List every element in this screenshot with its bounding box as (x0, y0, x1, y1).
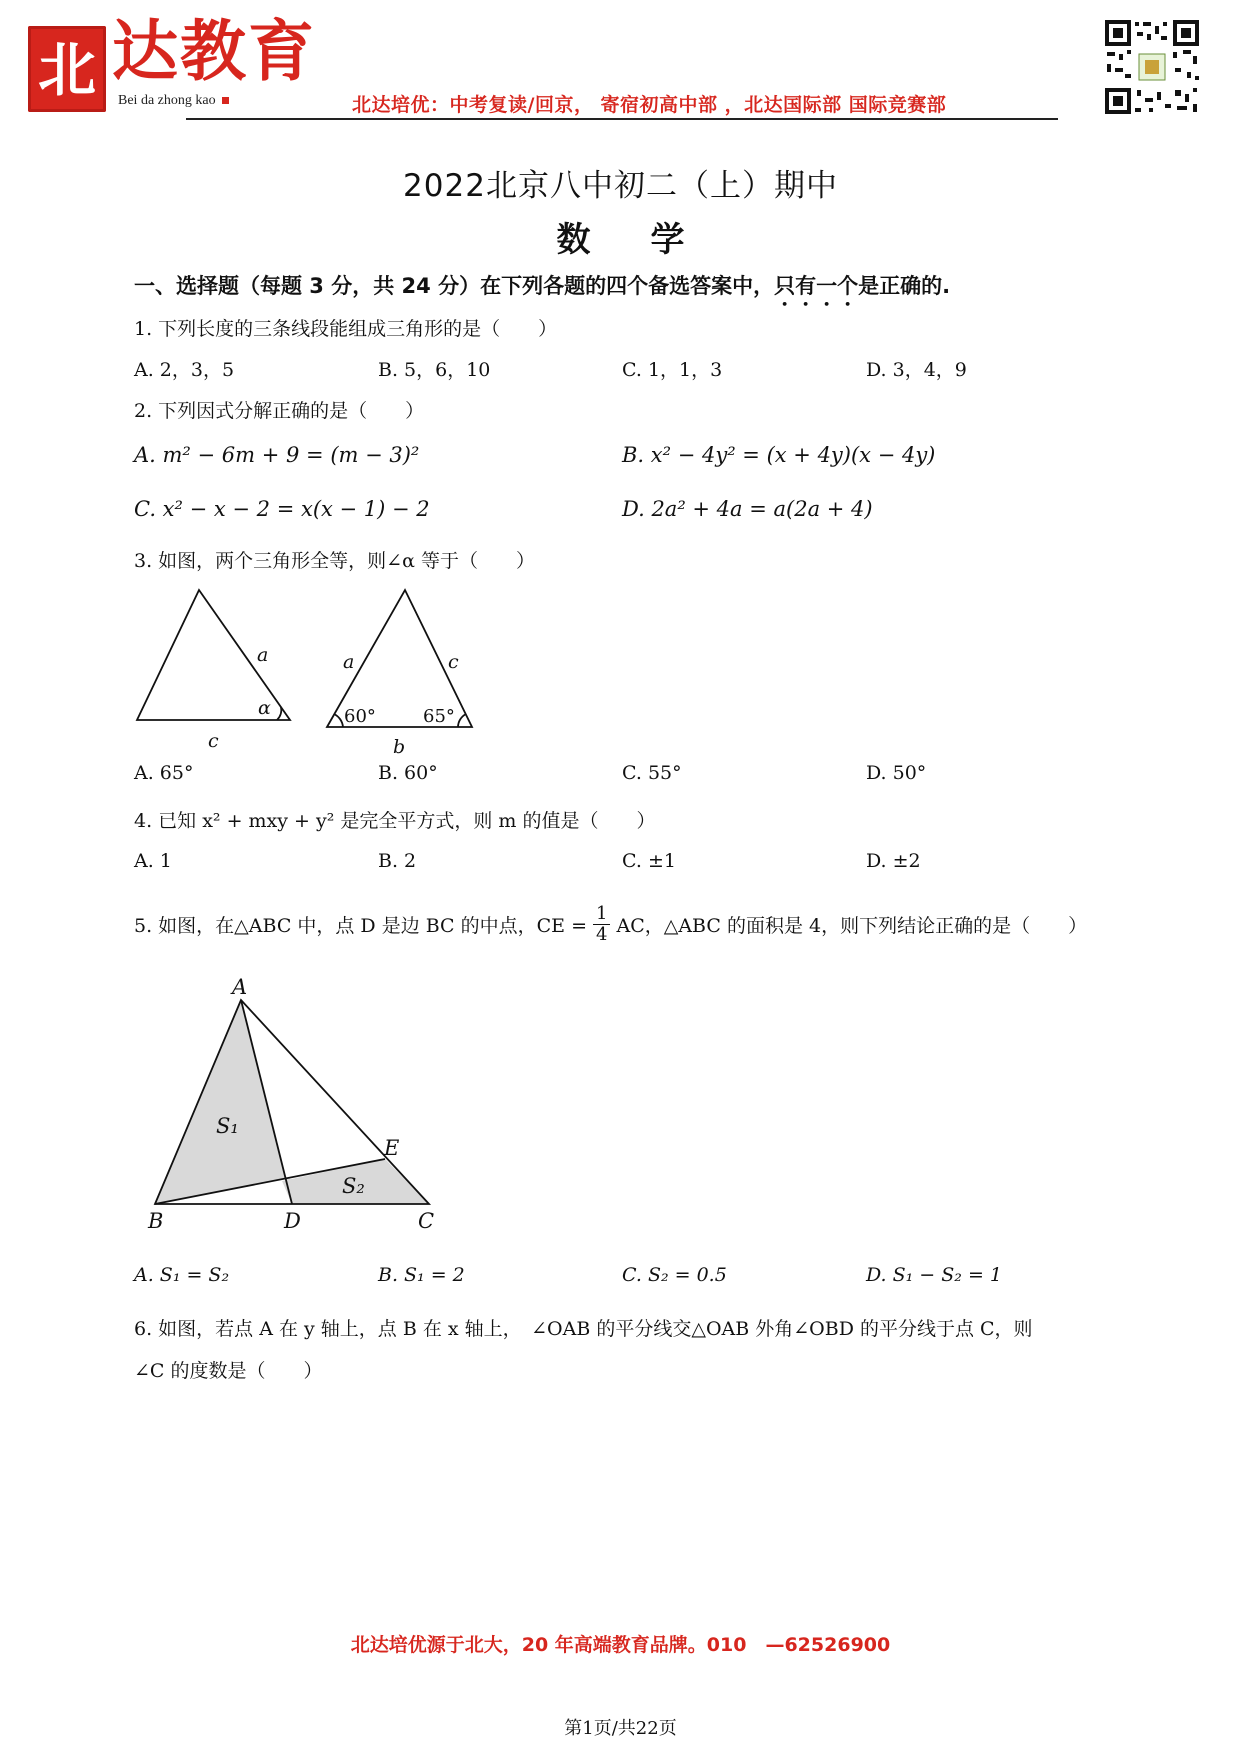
question-4-stem: 4. 已知 x² + mxy + y² 是完全平方式，则 m 的值是（ ） (134, 810, 656, 832)
question-1-option-d: D. 3，4，9 (866, 359, 967, 381)
label-alpha: α (258, 697, 271, 719)
question-6-stem-line-1: 6. 如图，若点 A 在 y 轴上，点 B 在 x 轴上， ∠OAB 的平分线交△OAB 外角∠OBD 的平分线于点 C，则 (134, 1318, 1033, 1340)
brand-sub (118, 93, 229, 109)
question-3-option-d: D. 50° (866, 762, 927, 784)
footer-brand-line: 北达培优源于北大，20 年高端教育品牌。010 —62526900 (350, 1634, 891, 1656)
region-s1 (155, 1000, 292, 1204)
point-d-label: D (284, 1209, 301, 1233)
brand-sub-text: Bei da zhong kao (118, 93, 216, 108)
section-text-before: 一、选择题（每题 3 分，共 24 分）在下列各题的四个备选答案中， (134, 274, 775, 298)
question-5-stem (134, 904, 1087, 945)
label-a-right: a (343, 651, 355, 673)
question-5-option-d: D. S₁ − S₂ = 1 (866, 1264, 1002, 1286)
question-2-option-b: B. x² − 4y² = (x + 4y)(x − 4y) (622, 443, 936, 467)
angle-65-arc (458, 714, 466, 727)
brand-name: 达教育 (112, 12, 316, 90)
question-3-figure (130, 580, 480, 755)
question-1-option-c: C. 1，1，3 (622, 359, 723, 381)
section-heading (134, 270, 950, 311)
label-65: 65° (423, 706, 455, 727)
page-number: 第1页/共22页 (564, 1718, 677, 1739)
question-3-option-b: B. 60° (378, 762, 438, 784)
header-rule (186, 118, 1058, 120)
question-1-option-b: B. 5，6，10 (378, 359, 491, 381)
point-c-label: C (418, 1209, 435, 1233)
label-60: 60° (344, 706, 376, 727)
section-text-after: 是正确的. (858, 274, 951, 298)
label-c-left: c (208, 730, 219, 752)
point-e-label: E (384, 1136, 400, 1160)
question-2-stem: 2. 下列因式分解正确的是（ ） (134, 400, 425, 422)
question-4-option-d: D. ±2 (866, 850, 921, 872)
label-b: b (393, 736, 406, 755)
question-2-option-c: C. x² − x − 2 = x(x − 1) − 2 (134, 497, 430, 521)
label-a-left: a (257, 644, 269, 666)
qr-code-icon (1103, 18, 1201, 116)
question-1-stem: 1. 下列长度的三条线段能组成三角形的是（ ） (134, 318, 558, 340)
question-5-option-c: C. S₂ = 0.5 (622, 1264, 727, 1286)
fraction (593, 904, 610, 945)
question-3-option-c: C. 55° (622, 762, 682, 784)
question-1-option-a: A. 2，3，5 (134, 359, 235, 381)
page-title: 2022北京八中初二（上）期中 (403, 168, 838, 204)
angle-60-arc (334, 714, 343, 727)
logo-char: 北 (37, 36, 97, 104)
question-2-option-d: D. 2a² + 4a = a(2a + 4) (622, 497, 873, 521)
point-b-label: B (148, 1209, 164, 1233)
point-a-label: A (232, 978, 248, 999)
header-tagline: 北达培优：中考复读/回京， 寄宿初高中部 ，北达国际部 国际竞赛部 (352, 94, 947, 116)
question-4-option-a: A. 1 (134, 850, 172, 872)
section-emphasis: 只有一个 (774, 274, 859, 298)
question-5-option-a: A. S₁ = S₂ (134, 1264, 230, 1286)
question-2-option-a: A. m² − 6m + 9 = (m − 3)² (134, 443, 420, 467)
fraction-denominator: 4 (596, 923, 608, 945)
question-4-option-c: C. ±1 (622, 850, 676, 872)
region-s1-label: S₁ (216, 1114, 239, 1138)
region-s2-label: S₂ (342, 1174, 365, 1198)
label-c-right: c (448, 651, 459, 673)
question-4-option-b: B. 2 (378, 850, 417, 872)
logo-mark (28, 26, 106, 112)
question-3-option-a: A. 65° (134, 762, 194, 784)
question-5-stem-after: AC，△ABC 的面积是 4，则下列结论正确的是（ ） (616, 914, 1088, 937)
angle-alpha-arc (277, 707, 281, 720)
question-5-figure (140, 978, 450, 1240)
subject-title: 数学 (556, 220, 745, 260)
question-6-stem-line-2: ∠C 的度数是（ ） (134, 1360, 323, 1382)
question-5-option-b: B. S₁ = 2 (378, 1264, 465, 1286)
brand-dot-icon (222, 97, 229, 104)
question-5-stem-before: 5. 如图，在△ABC 中，点 D 是边 BC 的中点，CE = (134, 914, 588, 937)
fraction-numerator: 1 (593, 904, 610, 925)
question-3-stem: 3. 如图，两个三角形全等，则∠α 等于（ ） (134, 550, 535, 572)
